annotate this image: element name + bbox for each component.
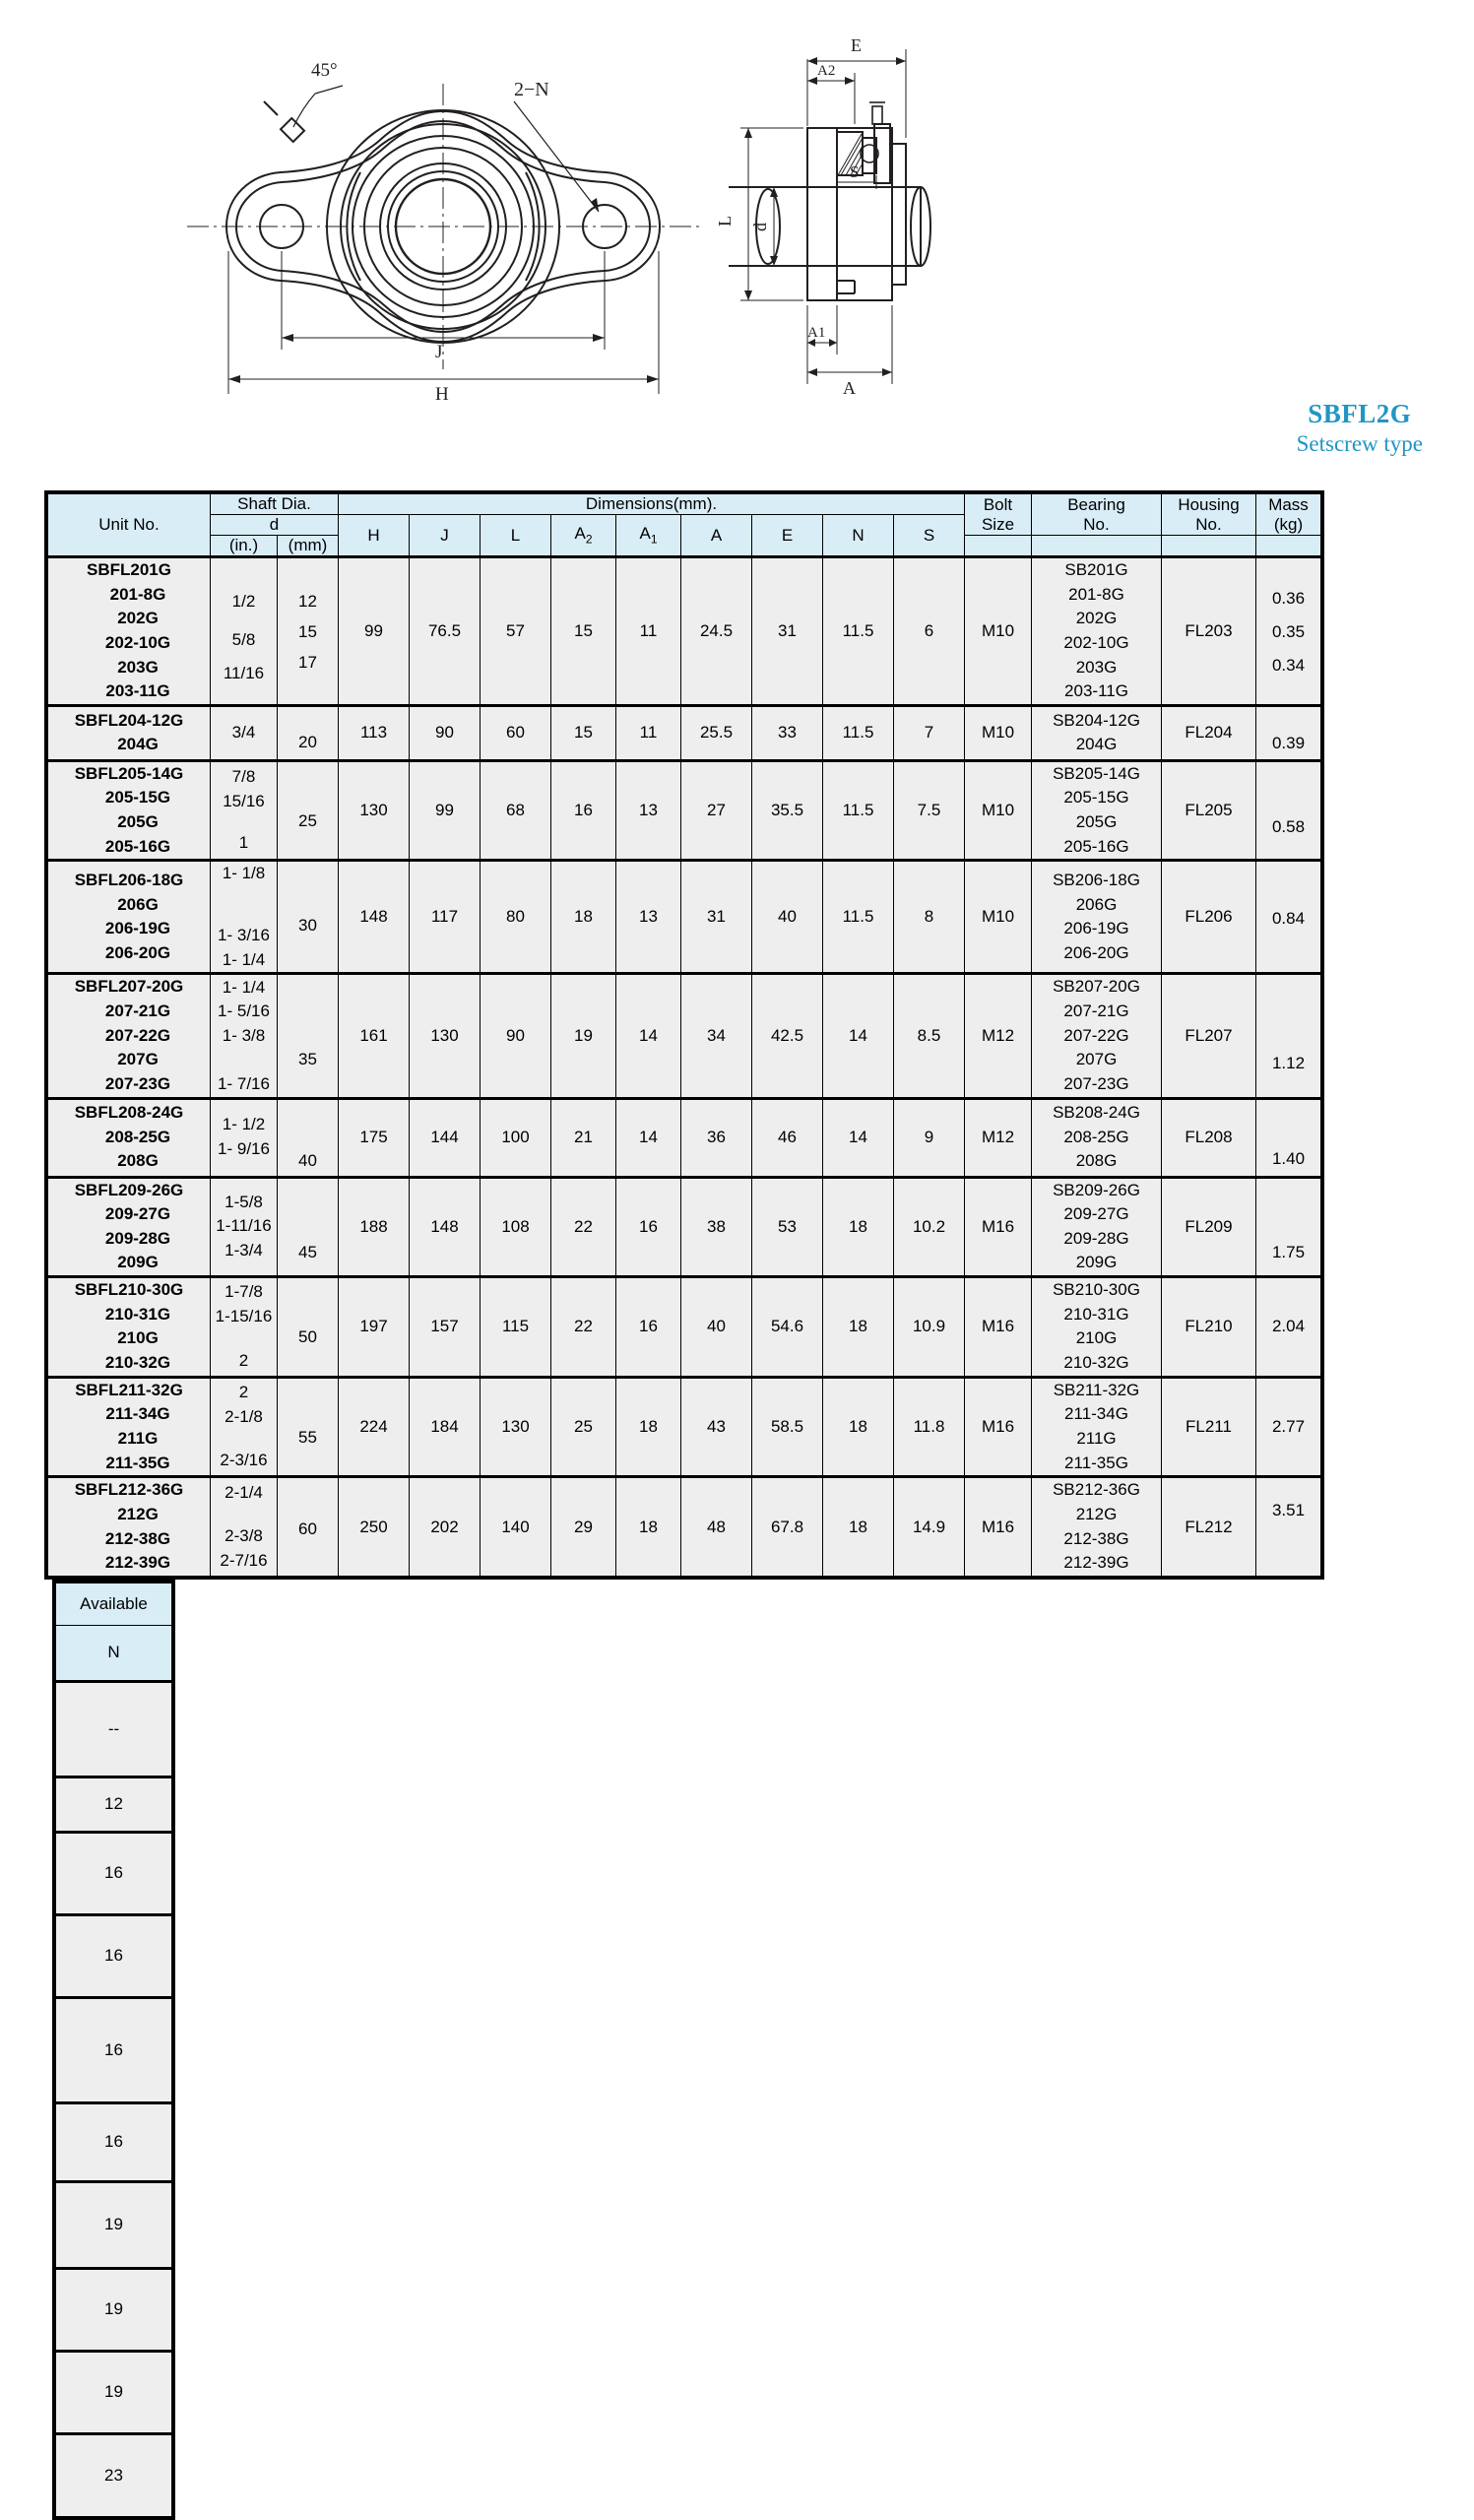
cell-N: 18 [823,1177,894,1277]
header-bolt-size-spacer [965,536,1032,557]
table-row [48,974,1321,1098]
header-N: N [823,515,894,557]
cell-shaft-in: 1/2 5/8 11/16 [211,557,278,706]
cell-A1: 11 [616,557,681,706]
cell-available: 16 [56,1832,172,1914]
callout-2n-label: 2−N [514,79,549,100]
cell-S: 10.9 [894,1277,965,1378]
cell-S: 8.5 [894,974,965,1098]
cell-bolt-size: M16 [965,1277,1032,1378]
technical-drawings [0,0,1474,473]
cell-mass: 2.77 [1256,1377,1321,1477]
cell-L: 90 [481,974,551,1098]
cell-A2: 22 [551,1277,616,1378]
cell-shaft-in: 2 2-1/8 2-3/16 [211,1377,278,1477]
cell-bolt-size: M10 [965,760,1032,861]
cell-mass: 0.84 [1256,861,1321,974]
cell-A: 43 [681,1377,752,1477]
cell-unit-no: SBFL212-36G 212G 212-38G 212-39G [48,1477,211,1577]
available-table [55,1583,172,2517]
cell-housing-no: FL203 [1162,557,1256,706]
cell-shaft-mm: 12 15 17 [278,557,339,706]
cell-bolt-size: M16 [965,1377,1032,1477]
product-title-line1: SBFL2G [1308,399,1412,428]
cell-available: 19 [56,2351,172,2433]
header-E: E [752,515,823,557]
header-housing-no [1162,494,1256,536]
cell-E: 53 [752,1177,823,1277]
table-row [48,1177,1321,1277]
cell-A2: 19 [551,974,616,1098]
cell-J: 148 [410,1177,481,1277]
cell-bearing-no: SB206-18G 206G 206-19G 206-20G [1032,861,1162,974]
cell-A2: 16 [551,760,616,861]
header-bearing-no [1032,494,1162,536]
cell-A1: 14 [616,974,681,1098]
cell-available: -- [56,1681,172,1777]
header-shaft-dia: Shaft Dia. [211,494,339,515]
cell-A2: 29 [551,1477,616,1577]
dim-a2-label: A2 [817,63,836,79]
available-table-box [52,1580,175,2520]
cell-mass: 3.51 [1256,1477,1321,1577]
dim-h-label: H [435,384,449,405]
cell-A2: 22 [551,1177,616,1277]
cell-E: 42.5 [752,974,823,1098]
cell-shaft-mm: 50 [278,1277,339,1378]
cell-N: 18 [823,1377,894,1477]
cell-unit-no: SBFL204-12G 204G [48,705,211,760]
header-A2: $A_2$ [551,515,616,557]
cell-A2: 18 [551,861,616,974]
cell-E: 54.6 [752,1277,823,1378]
header-A: A [681,515,752,557]
cell-mass: 2.04 [1256,1277,1321,1378]
cell-H: 188 [339,1177,410,1277]
table-row [48,1477,1321,1577]
cell-unit-no: SBFL205-14G 205-15G 205G 205-16G [48,760,211,861]
cell-H: 250 [339,1477,410,1577]
cell-mass: 1.12 [1256,974,1321,1098]
cell-A2: 15 [551,705,616,760]
cell-E: 67.8 [752,1477,823,1577]
cell-N: 18 [823,1477,894,1577]
header-bearing-no-line2: No. [1083,514,1110,534]
header-bolt-size [965,494,1032,536]
header-bolt-size-line2: Size [981,514,1015,534]
cell-bearing-no: SB212-36G 212G 212-38G 212-39G [1032,1477,1162,1577]
cell-bolt-size: M16 [965,1177,1032,1277]
cell-bolt-size: M12 [965,974,1032,1098]
cell-housing-no: FL207 [1162,974,1256,1098]
cell-E: 35.5 [752,760,823,861]
cell-A: 31 [681,861,752,974]
dim-e-label: E [851,35,862,55]
header-J: J [410,515,481,557]
cell-bearing-no: SB208-24G 208-25G 208G [1032,1098,1162,1177]
cell-A: 48 [681,1477,752,1577]
header-dimensions: Dimensions(mm). [339,494,965,515]
table-row [48,557,1321,706]
cell-A1: 13 [616,760,681,861]
cell-housing-no: FL212 [1162,1477,1256,1577]
cell-H: 113 [339,705,410,760]
cell-S: 7.5 [894,760,965,861]
header-L: L [481,515,551,557]
dim-a-label: A [843,378,856,398]
cell-J: 184 [410,1377,481,1477]
specification-table-area [44,490,1433,2520]
cell-available: 19 [56,2181,172,2268]
dim-d-label: d [750,223,770,231]
cell-housing-no: FL208 [1162,1098,1256,1177]
cell-L: 80 [481,861,551,974]
cell-J: 144 [410,1098,481,1177]
cell-E: 40 [752,861,823,974]
cell-A: 27 [681,760,752,861]
cell-shaft-mm: 45 [278,1177,339,1277]
front-view-drawing [167,25,719,487]
cell-L: 115 [481,1277,551,1378]
cell-H: 197 [339,1277,410,1378]
dim-s-label: S [850,162,860,181]
cell-A1: 16 [616,1177,681,1277]
cell-J: 117 [410,861,481,974]
cell-H: 175 [339,1098,410,1177]
cell-L: 140 [481,1477,551,1577]
cell-L: 60 [481,705,551,760]
cell-shaft-mm: 20 [278,705,339,760]
cell-N: 11.5 [823,760,894,861]
cell-shaft-in: 1- 1/2 1- 9/16 [211,1098,278,1177]
cell-L: 100 [481,1098,551,1177]
header-S: S [894,515,965,557]
cell-bearing-no: SB201G 201-8G 202G 202-10G 203G 203-11G [1032,557,1162,706]
cell-bolt-size: M12 [965,1098,1032,1177]
table-row [48,1377,1321,1477]
cell-available: 23 [56,2433,172,2516]
cell-J: 90 [410,705,481,760]
main-spec-table-box [44,490,1324,1580]
header-housing-no-line2: No. [1195,514,1222,534]
cell-unit-no: SBFL207-20G 207-21G 207-22G 207G 207-23G [48,974,211,1098]
cell-mass: 0.58 [1256,760,1321,861]
cell-N: 18 [823,1277,894,1378]
cell-A: 40 [681,1277,752,1378]
specification-table [47,493,1321,1577]
cell-S: 9 [894,1098,965,1177]
cell-mass: 1.40 [1256,1098,1321,1177]
cell-A2: 15 [551,557,616,706]
cell-bearing-no: SB210-30G 210-31G 210G 210-32G [1032,1277,1162,1378]
cell-A: 25.5 [681,705,752,760]
cell-A: 36 [681,1098,752,1177]
header-bearing-no-line1: Bearing [1067,494,1125,514]
cell-A2: 25 [551,1377,616,1477]
cell-J: 130 [410,974,481,1098]
cell-J: 157 [410,1277,481,1378]
cell-bearing-no: SB204-12G 204G [1032,705,1162,760]
cell-mass: 0.36 0.35 0.34 [1256,557,1321,706]
header-available-n: N [56,1625,172,1681]
cell-available: 16 [56,2102,172,2181]
cell-A1: 18 [616,1477,681,1577]
header-bolt-size-line1: Bolt [983,494,1013,514]
cell-S: 10.2 [894,1177,965,1277]
cell-N: 14 [823,1098,894,1177]
header-unit-no: Unit No. [48,494,211,557]
table-row [48,1098,1321,1177]
cell-A2: 21 [551,1098,616,1177]
cell-A: 38 [681,1177,752,1277]
cell-H: 130 [339,760,410,861]
cell-shaft-mm: 25 [278,760,339,861]
product-title-line2: Setscrew type [1296,431,1423,456]
cell-bearing-no: SB205-14G 205-15G 205G 205-16G [1032,760,1162,861]
cell-S: 7 [894,705,965,760]
cell-N: 11.5 [823,861,894,974]
cell-mass: 0.39 [1256,705,1321,760]
cell-L: 108 [481,1177,551,1277]
cell-available: 19 [56,2268,172,2351]
header-shaft-in: (in.) [211,536,278,557]
cell-housing-no: FL204 [1162,705,1256,760]
header-bearing-no-spacer [1032,536,1162,557]
cell-L: 68 [481,760,551,861]
cell-N: 14 [823,974,894,1098]
cell-S: 14.9 [894,1477,965,1577]
cell-bearing-no: SB211-32G 211-34G 211G 211-35G [1032,1377,1162,1477]
cell-bearing-no: SB209-26G 209-27G 209-28G 209G [1032,1177,1162,1277]
cell-J: 99 [410,760,481,861]
header-mass-spacer [1256,536,1321,557]
cell-J: 76.5 [410,557,481,706]
cell-A1: 13 [616,861,681,974]
cell-A1: 11 [616,705,681,760]
dim-l-label: L [715,216,735,226]
cell-N: 11.5 [823,705,894,760]
cell-available: 16 [56,1997,172,2102]
cell-H: 148 [339,861,410,974]
cell-S: 8 [894,861,965,974]
cell-A1: 16 [616,1277,681,1378]
cell-bolt-size: M10 [965,705,1032,760]
header-H: H [339,515,410,557]
header-shaft-mm: (mm) [278,536,339,557]
table-row [48,861,1321,974]
cell-A: 24.5 [681,557,752,706]
header-housing-no-spacer [1162,536,1256,557]
cell-E: 33 [752,705,823,760]
cell-mass: 1.75 [1256,1177,1321,1277]
table-row [48,705,1321,760]
cell-H: 161 [339,974,410,1098]
cell-S: 11.8 [894,1377,965,1477]
cell-L: 57 [481,557,551,706]
cell-shaft-in: 2-1/4 2-3/8 2-7/16 [211,1477,278,1577]
header-mass-line2: (kg) [1273,514,1304,534]
cell-shaft-mm: 60 [278,1477,339,1577]
cell-unit-no: SBFL209-26G 209-27G 209-28G 209G [48,1177,211,1277]
cell-shaft-in: 1- 1/4 1- 5/16 1- 3/8 1- 7/16 [211,974,278,1098]
cell-shaft-in: 1-7/8 1-15/16 2 [211,1277,278,1378]
cell-E: 31 [752,557,823,706]
cell-available: 16 [56,1914,172,1997]
cell-A1: 14 [616,1098,681,1177]
cell-H: 224 [339,1377,410,1477]
header-housing-no-line1: Housing [1178,494,1240,514]
cell-available: 12 [56,1777,172,1832]
cell-N: 11.5 [823,557,894,706]
cell-shaft-in: 3/4 [211,705,278,760]
cell-housing-no: FL211 [1162,1377,1256,1477]
cell-housing-no: FL206 [1162,861,1256,974]
header-available: Available [56,1583,172,1625]
cell-shaft-mm: 35 [278,974,339,1098]
cell-S: 6 [894,557,965,706]
cell-bearing-no: SB207-20G 207-21G 207-22G 207G 207-23G [1032,974,1162,1098]
header-mass [1256,494,1321,536]
cell-bolt-size: M10 [965,557,1032,706]
cell-J: 202 [410,1477,481,1577]
header-mass-line1: Mass [1268,494,1309,514]
cell-unit-no: SBFL210-30G 210-31G 210G 210-32G [48,1277,211,1378]
cell-unit-no: SBFL206-18G 206G 206-19G 206-20G [48,861,211,974]
cell-bolt-size: M16 [965,1477,1032,1577]
cell-shaft-in: 7/8 15/16 1 [211,760,278,861]
cell-bolt-size: M10 [965,861,1032,974]
cell-shaft-mm: 55 [278,1377,339,1477]
cell-housing-no: FL210 [1162,1277,1256,1378]
spec-table-body [48,557,1321,1577]
side-section-drawing [709,30,1122,423]
cell-shaft-mm: 30 [278,861,339,974]
cell-unit-no: SBFL201G 201-8G 202G 202-10G 203G 203-11G [48,557,211,706]
cell-A: 34 [681,974,752,1098]
product-title [1297,399,1423,457]
cell-housing-no: FL209 [1162,1177,1256,1277]
dim-j-label: J [435,342,443,362]
cell-unit-no: SBFL211-32G 211-34G 211G 211-35G [48,1377,211,1477]
cell-E: 46 [752,1098,823,1177]
cell-shaft-mm: 40 [278,1098,339,1177]
cell-housing-no: FL205 [1162,760,1256,861]
table-row [48,1277,1321,1378]
dim-a1-label: A1 [807,325,826,341]
header-A1: $A_1$ [616,515,681,557]
cell-shaft-in: 1-5/8 1-11/16 1-3/4 [211,1177,278,1277]
header-shaft-d: d [211,515,339,536]
cell-H: 99 [339,557,410,706]
cell-shaft-in: 1- 1/8 1- 3/16 1- 1/4 [211,861,278,974]
cell-E: 58.5 [752,1377,823,1477]
angle-label: 45° [311,60,338,81]
cell-L: 130 [481,1377,551,1477]
cell-A1: 18 [616,1377,681,1477]
cell-unit-no: SBFL208-24G 208-25G 208G [48,1098,211,1177]
table-row [48,760,1321,861]
